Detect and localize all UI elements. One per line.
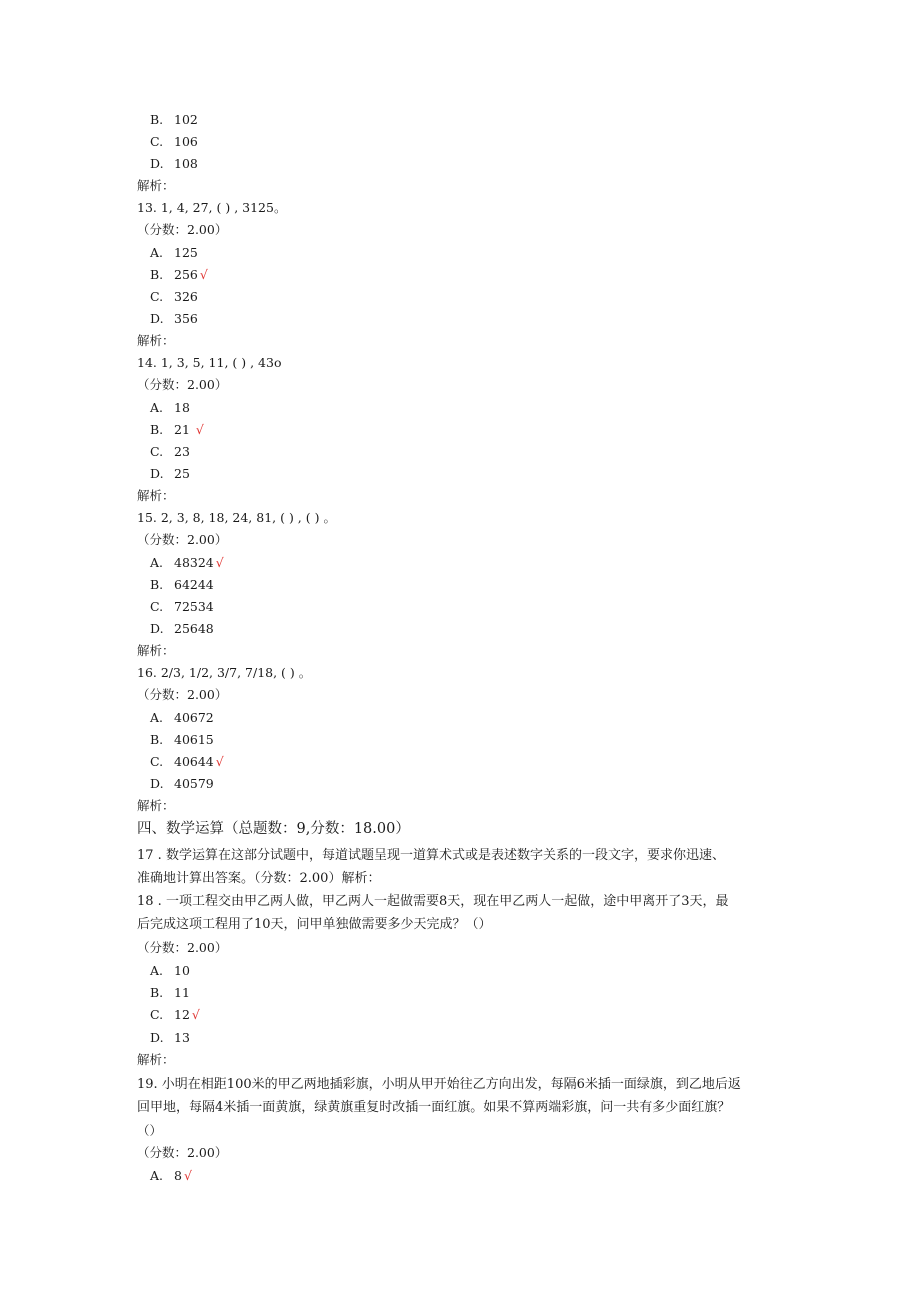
text-line: 16. 2/3, 1/2, 3/7, 7/18, ( ) 。 [137, 665, 312, 680]
option-letter: A. [150, 400, 164, 415]
option-letter: B. [150, 267, 164, 282]
option-letter: C. [150, 444, 164, 459]
option-letter: D. [150, 776, 164, 791]
text-line: 解析： [137, 488, 175, 503]
option-letter: A. [150, 245, 164, 260]
answer-option [150, 754, 224, 770]
text-line: （分数：2.00） [137, 377, 228, 392]
question-text: 准确地计算出答案。（分数：2.00）解析： [137, 871, 381, 886]
text-line: 解析： [137, 798, 175, 813]
answer-option [150, 963, 190, 979]
section-heading: 四、数学运算（总题数：9,分数：18.00） [137, 821, 410, 837]
option-value: 356 [174, 311, 198, 326]
option-value: 11 [174, 985, 190, 1000]
option-letter: D. [150, 156, 164, 171]
question-text: 后完成这项工程用了10天，问甲单独做需要多少天完成？（） [137, 917, 492, 932]
option-letter: D. [150, 311, 164, 326]
option-letter: B. [150, 577, 164, 592]
answer-option [150, 732, 214, 748]
option-value: 40615 [174, 732, 214, 747]
question-text: 17 . 数学运算在这部分试题中，每道试题呈现一道算术式或是表述数字关系的一段文字，要求你迅速、 [137, 848, 725, 863]
correct-check-icon: √ [215, 555, 224, 570]
answer-option [150, 311, 198, 327]
correct-check-icon: √ [215, 754, 224, 769]
text-line: （分数：2.00） [137, 532, 228, 547]
answer-option [150, 466, 190, 482]
answer-option [150, 621, 214, 637]
text-line: （分数：2.00） [137, 222, 228, 237]
option-value: 40579 [174, 776, 214, 791]
answer-option [150, 776, 214, 792]
option-letter: A. [150, 555, 164, 570]
question-text: 回甲地，每隔4米插一面黄旗，绿黄旗重复时改插一面红旗。如果不算两端彩旗，问一共有多少面红旗？ [137, 1100, 731, 1115]
text-line: 解析： [137, 643, 175, 658]
answer-option [150, 985, 190, 1001]
option-letter: C. [150, 754, 164, 769]
text-line: 解析： [137, 333, 175, 348]
text-line: （分数：2.00） [137, 1145, 228, 1160]
correct-check-icon: √ [191, 1007, 200, 1022]
text-line: （分数：2.00） [137, 940, 228, 955]
option-letter: D. [150, 621, 164, 636]
answer-option [150, 267, 208, 283]
option-letter: C. [150, 289, 164, 304]
option-value: 106 [174, 134, 198, 149]
answer-option [150, 245, 198, 261]
option-letter: B. [150, 112, 164, 127]
option-value: 10 [174, 963, 190, 978]
option-value: 13 [174, 1030, 190, 1045]
correct-check-icon: √ [183, 1168, 192, 1183]
option-letter: B. [150, 985, 164, 1000]
option-value: 108 [174, 156, 198, 171]
answer-option [150, 1030, 190, 1046]
correct-check-icon: √ [199, 267, 208, 282]
text-line: （分数：2.00） [137, 687, 228, 702]
option-letter: A. [150, 710, 164, 725]
answer-option [150, 444, 190, 460]
answer-option [150, 577, 214, 593]
option-value: 64244 [174, 577, 214, 592]
option-letter: D. [150, 1030, 164, 1045]
answer-option [150, 1007, 200, 1023]
option-letter: D. [150, 466, 164, 481]
question-text: 19. 小明在相距100米的甲乙两地插彩旗，小明从甲开始往乙方向出发，每隔6米插一面绿旗，到乙地后返 [137, 1077, 741, 1092]
option-letter: C. [150, 599, 164, 614]
option-value: 25 [174, 466, 190, 481]
option-value: 72534 [174, 599, 214, 614]
option-letter: A. [150, 963, 164, 978]
text-line: （） [137, 1123, 163, 1138]
option-value: 326 [174, 289, 198, 304]
option-value: 25648 [174, 621, 214, 636]
answer-option [150, 422, 204, 438]
answer-option [150, 400, 190, 416]
option-value: 102 [174, 112, 198, 127]
option-value: 48324 [174, 555, 214, 570]
option-letter: C. [150, 1007, 164, 1022]
option-value: 18 [174, 400, 190, 415]
option-value: 21 [174, 422, 194, 437]
option-letter: C. [150, 134, 164, 149]
question-text: 18 . 一项工程交由甲乙两人做，甲乙两人一起做需要8天，现在甲乙两人一起做，途中甲离开了3天，最 [137, 894, 729, 909]
option-value: 256 [174, 267, 198, 282]
text-line: 解析： [137, 1052, 175, 1067]
text-line: 15. 2, 3, 8, 18, 24, 81, ( ) , ( ) 。 [137, 510, 336, 525]
correct-check-icon: √ [195, 422, 204, 437]
option-value: 8 [174, 1168, 182, 1183]
answer-option [150, 134, 198, 150]
answer-option [150, 1168, 192, 1184]
text-line: 13. 1, 4, 27, ( ) , 3125。 [137, 200, 287, 215]
answer-option [150, 599, 214, 615]
option-value: 125 [174, 245, 198, 260]
answer-option [150, 289, 198, 305]
option-value: 40644 [174, 754, 214, 769]
option-value: 12 [174, 1007, 190, 1022]
answer-option [150, 710, 214, 726]
option-letter: A. [150, 1168, 164, 1183]
answer-option [150, 112, 198, 128]
answer-option [150, 555, 224, 571]
answer-option [150, 156, 198, 172]
option-value: 23 [174, 444, 190, 459]
option-letter: B. [150, 732, 164, 747]
option-letter: B. [150, 422, 164, 437]
text-line: 14. 1, 3, 5, 11, ( ) , 43o [137, 355, 282, 370]
option-value: 40672 [174, 710, 214, 725]
text-line: 解析： [137, 178, 175, 193]
